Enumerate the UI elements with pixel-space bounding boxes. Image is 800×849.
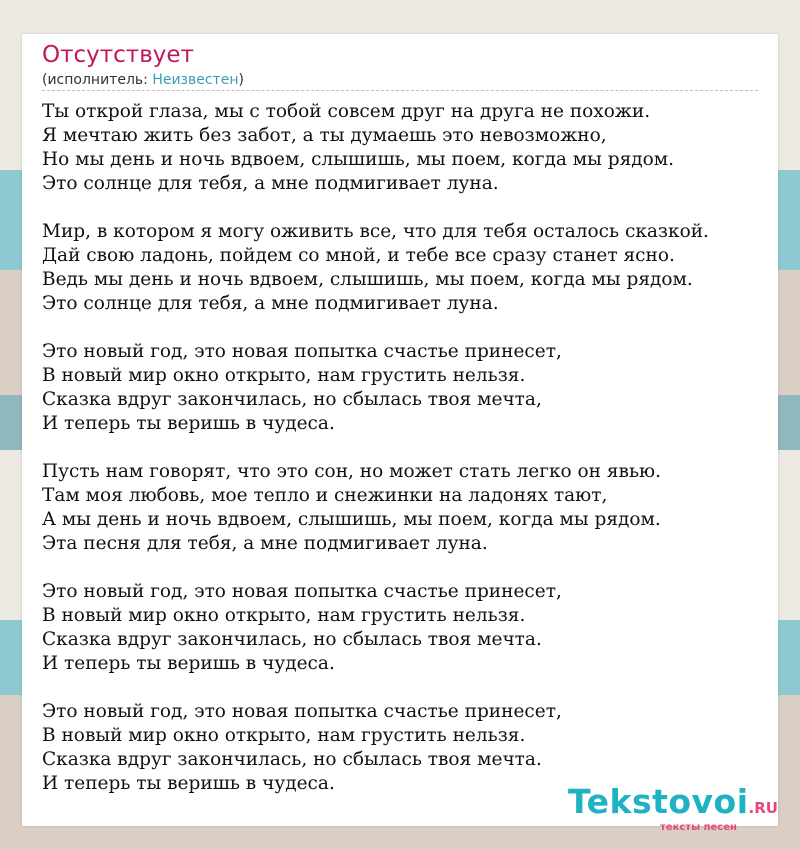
lyrics-stanza xyxy=(42,100,772,196)
performer-line xyxy=(42,72,244,88)
lyrics-line: Это солнце для тебя, а мне подмигивает луна. xyxy=(42,293,499,314)
lyrics-line: Ведь мы день и ночь вдвоем, слышишь, мы поем, когда мы рядом. xyxy=(42,269,693,290)
lyrics-line: Там моя любовь, мое тепло и снежинки на ладонях тают, xyxy=(42,485,608,506)
lyrics-line: Сказка вдруг закончилась, но сбылась твоя мечта, xyxy=(42,389,542,410)
lyrics-line: Мир, в котором я могу оживить все, что для тебя осталось сказкой. xyxy=(42,221,709,242)
lyrics-line: Ты открой глаза, мы с тобой совсем друг на друга не похожи. xyxy=(42,101,651,122)
lyrics-line: Сказка вдруг закончилась, но сбылась твоя мечта. xyxy=(42,749,542,770)
site-logo[interactable] xyxy=(568,782,778,833)
lyrics-line: В новый мир окно открыто, нам грустить нельзя. xyxy=(42,725,526,746)
logo-tld: .RU xyxy=(748,799,778,817)
lyrics-line: И теперь ты веришь в чудеса. xyxy=(42,773,335,794)
lyrics-line: И теперь ты веришь в чудеса. xyxy=(42,653,335,674)
lyrics-line: Это новый год, это новая попытка счастье принесет, xyxy=(42,341,562,362)
lyrics-line: Это солнце для тебя, а мне подмигивает луна. xyxy=(42,173,499,194)
lyrics-stanza xyxy=(42,340,772,436)
lyrics-line: Это новый год, это новая попытка счастье принесет, xyxy=(42,701,562,722)
title-divider xyxy=(42,90,758,91)
lyrics-line: Но мы день и ночь вдвоем, слышишь, мы поем, когда мы рядом. xyxy=(42,149,675,170)
artist-link[interactable]: Неизвестен xyxy=(152,72,239,88)
lyrics-line: А мы день и ночь вдвоем, слышишь, мы поем, когда мы рядом. xyxy=(42,509,661,530)
lyrics-line: В новый мир окно открыто, нам грустить нельзя. xyxy=(42,605,526,626)
lyrics-line: Дай свою ладонь, пойдем со мной, и тебе все сразу станет ясно. xyxy=(42,245,675,266)
lyrics-line: Это новый год, это новая попытка счастье принесет, xyxy=(42,581,562,602)
performer-suffix: ) xyxy=(238,72,244,88)
lyrics-stanza xyxy=(42,220,772,316)
lyrics-line: Я мечтаю жить без забот, а ты думаешь это невозможно, xyxy=(42,125,607,146)
lyrics-stanza xyxy=(42,460,772,556)
lyrics-line: Эта песня для тебя, а мне подмигивает луна. xyxy=(42,533,488,554)
lyrics-line: Сказка вдруг закончилась, но сбылась твоя мечта. xyxy=(42,629,542,650)
song-title: Отсутствует xyxy=(42,42,194,68)
lyrics-line: И теперь ты веришь в чудеса. xyxy=(42,413,335,434)
lyrics-body xyxy=(42,100,772,796)
performer-prefix: (исполнитель: xyxy=(42,72,153,88)
lyrics-line: Пусть нам говорят, что это сон, но может стать легко он явью. xyxy=(42,461,662,482)
logo-name: Tekstovoi xyxy=(568,782,749,821)
lyrics-stanza xyxy=(42,580,772,676)
logo-tagline: тексты песен xyxy=(660,822,737,833)
lyrics-line: В новый мир окно открыто, нам грустить нельзя. xyxy=(42,365,526,386)
lyrics-card xyxy=(22,34,778,833)
